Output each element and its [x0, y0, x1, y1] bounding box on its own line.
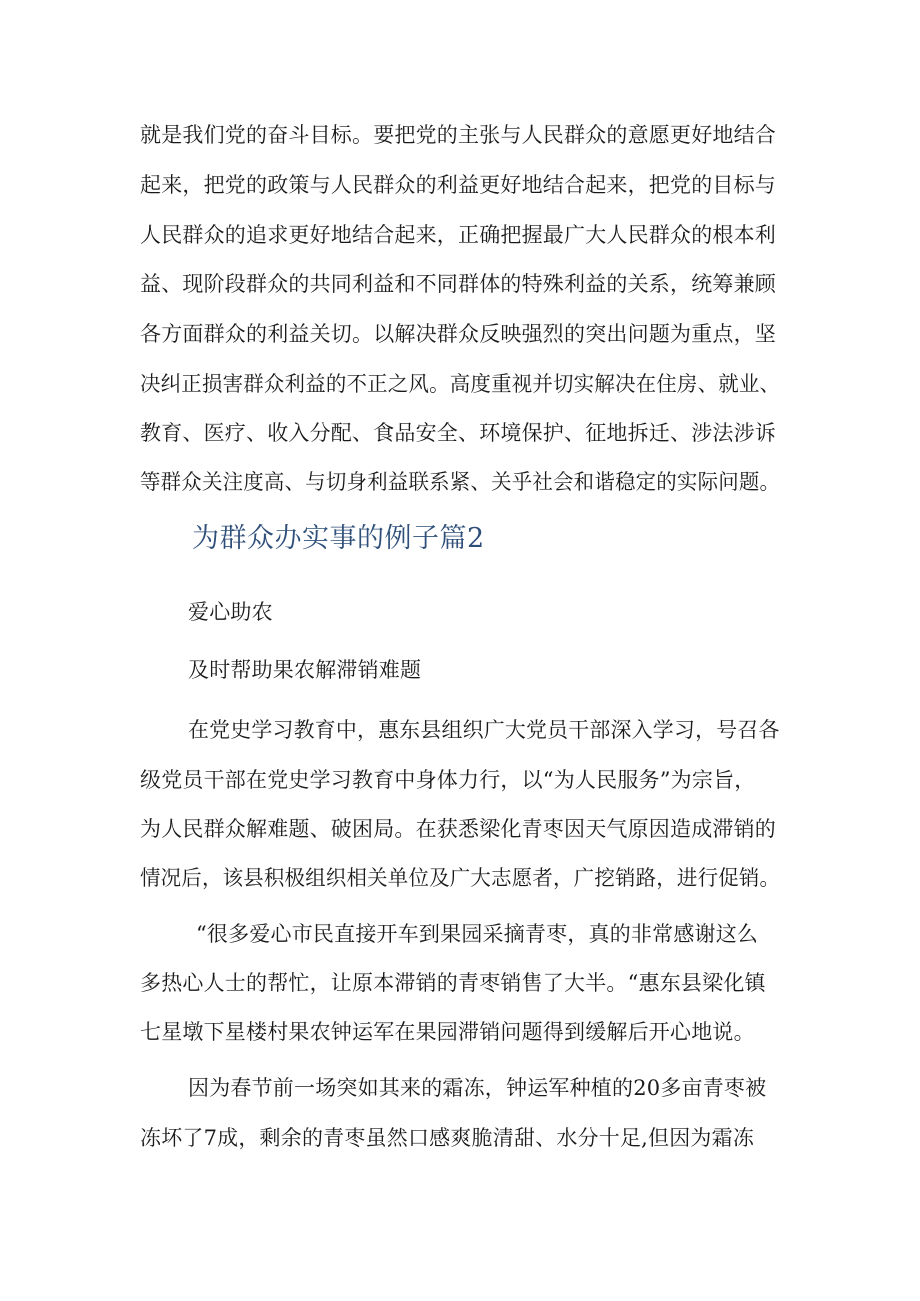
subtitle-help-farmers: 及时帮助果农解滞销难题 [188, 658, 422, 682]
text-line: 冻坏了7成，剩余的青枣虽然口感爽脆清甜、水分十足,但因为霜冻 [140, 1126, 755, 1150]
text-line: 为人民群众解难题、破困局。在获悉梁化青枣因天气原因造成滞销的 [140, 817, 776, 841]
text-line: 决纠正损害群众利益的不正之风。高度重视并切实解决在住房、就业、 [140, 372, 781, 396]
text-line: “很多爱心市民直接开车到果园采摘青枣，真的非常感谢这么 [196, 922, 759, 946]
text-line: 教育、医疗、收入分配、食品安全、环境保护、征地拆迁、涉法涉诉 [140, 421, 776, 445]
text-line: 就是我们党的奋斗目标。要把党的主张与人民群众的意愿更好地结合 [140, 123, 776, 147]
text-line: 因为春节前一场突如其来的霜冻，钟运军种植的20多亩青枣被 [188, 1076, 767, 1100]
text-line: 级党员干部在党史学习教育中身体力行，以“为人民服务”为宗旨， [140, 768, 756, 792]
text-line: 人民群众的追求更好地结合起来，正确把握最广大人民群众的根本利 [140, 223, 776, 247]
text-line: 多热心人士的帮忙，让原本滞销的青枣销售了大半。“惠东县梁化镇 [140, 971, 766, 995]
text-line: 在党史学习教育中，惠东县组织广大党员干部深入学习，号召各 [188, 718, 780, 742]
text-line: 等群众关注度高、与切身利益联系紧、关乎社会和谐稳定的实际问题。 [140, 470, 781, 494]
text-line: 各方面群众的利益关切。以解决群众反映强烈的突出问题为重点，坚 [140, 322, 776, 346]
text-line: 七星墩下星楼村果农钟运军在果园滞销问题得到缓解后开心地说。 [140, 1020, 755, 1044]
subtitle-aixin-zhunong: 爱心助农 [188, 600, 273, 624]
text-line: 情况后，该县积极组织相关单位及广大志愿者，广挖销路，进行促销。 [140, 866, 781, 890]
text-line: 起来，把党的政策与人民群众的利益更好地结合起来，把党的目标与 [140, 173, 776, 197]
text-line: 益、现阶段群众的共同利益和不同群体的特殊利益的关系，统筹兼顾 [140, 272, 776, 296]
section-heading: 为群众办实事的例子篇2 [192, 523, 485, 554]
